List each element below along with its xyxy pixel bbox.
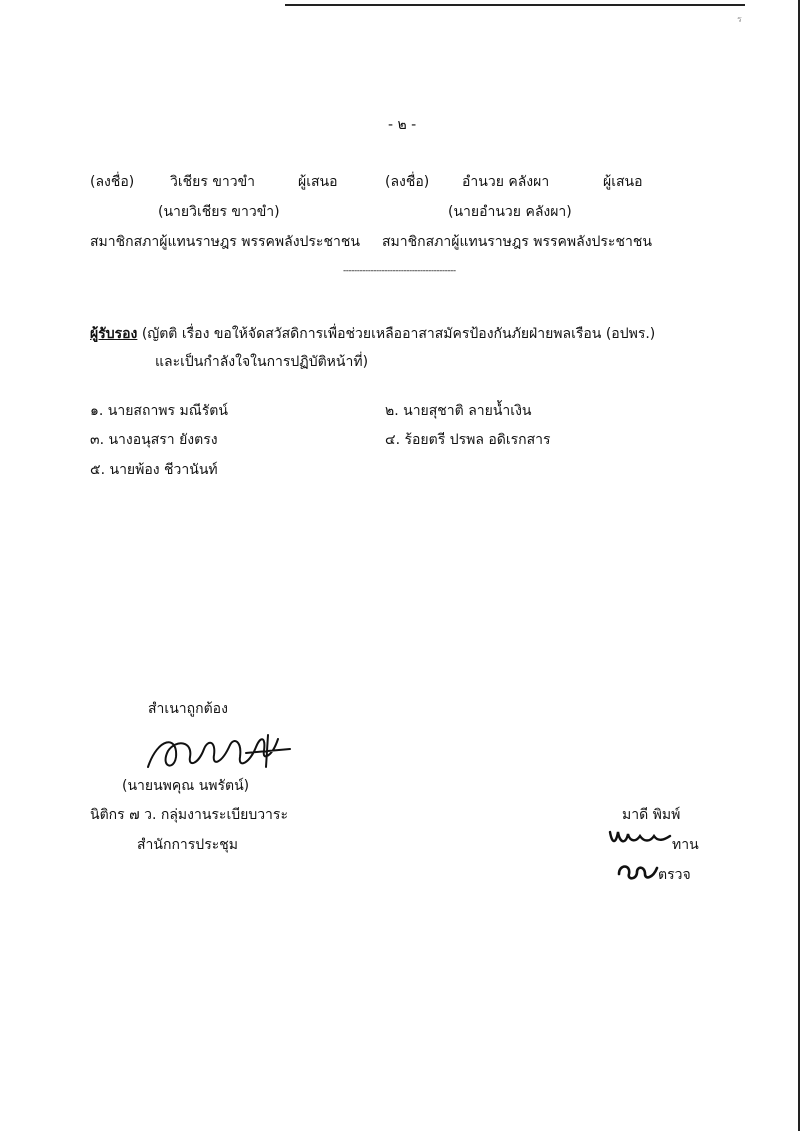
certifier-name: (นายนพคุณ นพรัตน์) <box>122 778 250 794</box>
right-signer-fullname: (นายอำนวย คลังผา) <box>448 204 572 220</box>
endorsement-text-line2: และเป็นกำลังใจในการปฏิบัติหน้าที่) <box>155 354 369 370</box>
reviewer-initials <box>606 826 674 848</box>
endorser-item: ๒. นายสุชาติ ลายน้ำเงิน <box>385 403 532 419</box>
reviewed-suffix: ทาน <box>672 837 699 853</box>
scan-border-line <box>285 0 745 6</box>
right-sign-label: (ลงชื่อ) <box>385 174 430 190</box>
endorsement-text-line1: (ญัตติ เรื่อง ขอให้จัดสวัสดิการเพื่อช่วยเหลืออาสาสมัครป้องกันภัยฝ่ายพลเรือน (อปพร.) <box>141 326 656 342</box>
typist-line: มาดี พิมพ์ <box>622 807 681 823</box>
endorser-item: ๕. นายพ้อง ชีวานันท์ <box>90 462 218 478</box>
left-signer-position: สมาชิกสภาผู้แทนราษฎร พรรคพลังประชาชน <box>90 234 360 250</box>
right-signer-role: ผู้เสนอ <box>603 174 643 190</box>
corner-mark: ร <box>737 15 742 25</box>
endorser-item: ๔. ร้อยตรี ปรพล อดิเรกสาร <box>385 432 551 448</box>
left-signer-role: ผู้เสนอ <box>298 174 338 190</box>
checker-initials <box>615 860 661 882</box>
certifier-position: นิติกร ๗ ว. กลุ่มงานระเบียบวาระ <box>90 807 288 823</box>
page-number: - ๒ - <box>388 117 417 133</box>
left-signer-name: วิเชียร ขาวขำ <box>170 174 256 190</box>
endorsement-block <box>90 325 655 343</box>
left-signer-fullname: (นายวิเชียร ขาวขำ) <box>158 204 280 220</box>
endorser-item: ๓. นางอนุสรา ยังตรง <box>90 432 218 448</box>
left-sign-label: (ลงชื่อ) <box>90 174 135 190</box>
right-signer-position: สมาชิกสภาผู้แทนราษฎร พรรคพลังประชาชน <box>382 234 652 250</box>
handwritten-signature <box>138 727 298 775</box>
checked-suffix: ตรวจ <box>658 867 691 883</box>
certified-copy-label: สำเนาถูกต้อง <box>148 701 228 717</box>
right-signer-name: อำนวย คลังผา <box>462 174 550 190</box>
certifier-office: สำนักการประชุม <box>137 837 238 853</box>
separator-line: ----------------------------------------- <box>343 266 456 276</box>
endorsement-label: ผู้รับรอง <box>90 326 138 342</box>
endorser-item: ๑. นายสถาพร มณีรัตน์ <box>90 403 228 419</box>
